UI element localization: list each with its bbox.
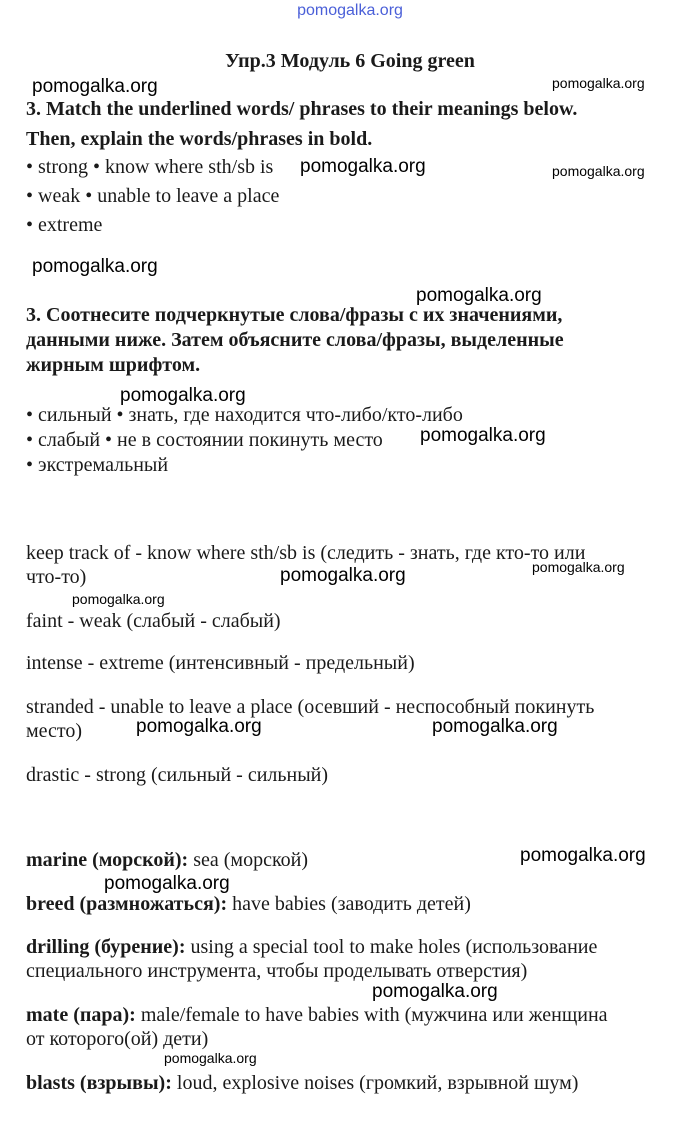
bold-definition: sea (морской) <box>188 849 309 871</box>
bold-answer-line <box>26 1070 674 1096</box>
bold-definition: loud, explosive noises (громкий, взрывной шум) <box>171 1072 579 1094</box>
en-option-line: • extreme <box>26 214 103 236</box>
en-task-heading-line2: Then, explain the words/phrases in bold. <box>26 128 373 150</box>
ru-option-line: • сильный • знать, где находится что-либо/кто-либо <box>26 404 463 426</box>
answer-line: intense - extreme (интенсивный - предельный) <box>26 652 415 674</box>
watermark: pomogalka.org <box>164 1050 257 1066</box>
bold-definition: male/female to have babies with (мужчина или женщина <box>135 1004 608 1026</box>
watermark: pomogalka.org <box>72 591 165 607</box>
watermark: pomogalka.org <box>552 75 645 91</box>
ru-task-heading-line2: данными ниже. Затем объясните слова/фразы, выделенные <box>26 329 564 351</box>
bold-term: blasts (взрывы): <box>26 1072 172 1094</box>
watermark: pomogalka.org <box>416 285 542 306</box>
bold-term: breed (размножаться): <box>26 893 228 915</box>
answer-line: stranded - unable to leave a place (осевший - неспособный покинуть <box>26 696 595 718</box>
bold-answer-continuation: от которого(ой) дети) <box>26 1028 209 1050</box>
watermark: pomogalka.org <box>104 873 230 894</box>
ru-option-line: • экстремальный <box>26 454 169 476</box>
bold-term: marine (морской): <box>26 849 189 871</box>
watermark: pomogalka.org <box>32 76 158 97</box>
watermark: pomogalka.org <box>532 559 625 575</box>
watermark: pomogalka.org <box>32 256 158 277</box>
watermark: pomogalka.org <box>120 385 246 406</box>
en-task-heading-line1: 3. Match the underlined words/ phrases to their meanings below. <box>26 98 578 120</box>
answer-line: место) <box>26 720 83 742</box>
ru-task-heading-line3: жирным шрифтом. <box>26 354 201 376</box>
watermark: pomogalka.org <box>420 425 546 446</box>
bold-definition: using a special tool to make holes (использование <box>185 936 598 958</box>
watermark: pomogalka.org <box>280 565 406 586</box>
ru-task-heading-line1: 3. Соотнесите подчеркнутые слова/фразы с их значениями, <box>26 304 563 326</box>
bold-answer-line <box>26 934 674 960</box>
en-option-line: • weak • unable to leave a place <box>26 185 280 207</box>
watermark: pomogalka.org <box>372 981 498 1002</box>
bold-term: mate (пара): <box>26 1004 136 1026</box>
bold-term: drilling (бурение): <box>26 936 186 958</box>
watermark: pomogalka.org <box>300 156 426 177</box>
ru-option-line: • слабый • не в состоянии покинуть место <box>26 429 383 451</box>
watermark: pomogalka.org <box>552 163 645 179</box>
page-title: Упр.3 Модуль 6 Going green <box>225 50 475 72</box>
bold-answer-line <box>26 1002 674 1028</box>
watermark: pomogalka.org <box>432 716 558 737</box>
watermark: pomogalka.org <box>520 845 646 866</box>
answer-line: что-то) <box>26 566 87 588</box>
watermark-top: pomogalka.org <box>297 2 403 19</box>
watermark: pomogalka.org <box>136 716 262 737</box>
answer-line: faint - weak (слабый - слабый) <box>26 610 281 632</box>
bold-answer-continuation: специального инструмента, чтобы проделывать отверстия) <box>26 960 528 982</box>
answer-line: drastic - strong (сильный - сильный) <box>26 764 329 786</box>
bold-definition: have babies (заводить детей) <box>227 893 471 915</box>
answer-line: keep track of - know where sth/sb is (следить - знать, где кто-то или <box>26 542 586 564</box>
en-option-line: • strong • know where sth/sb is <box>26 156 274 178</box>
